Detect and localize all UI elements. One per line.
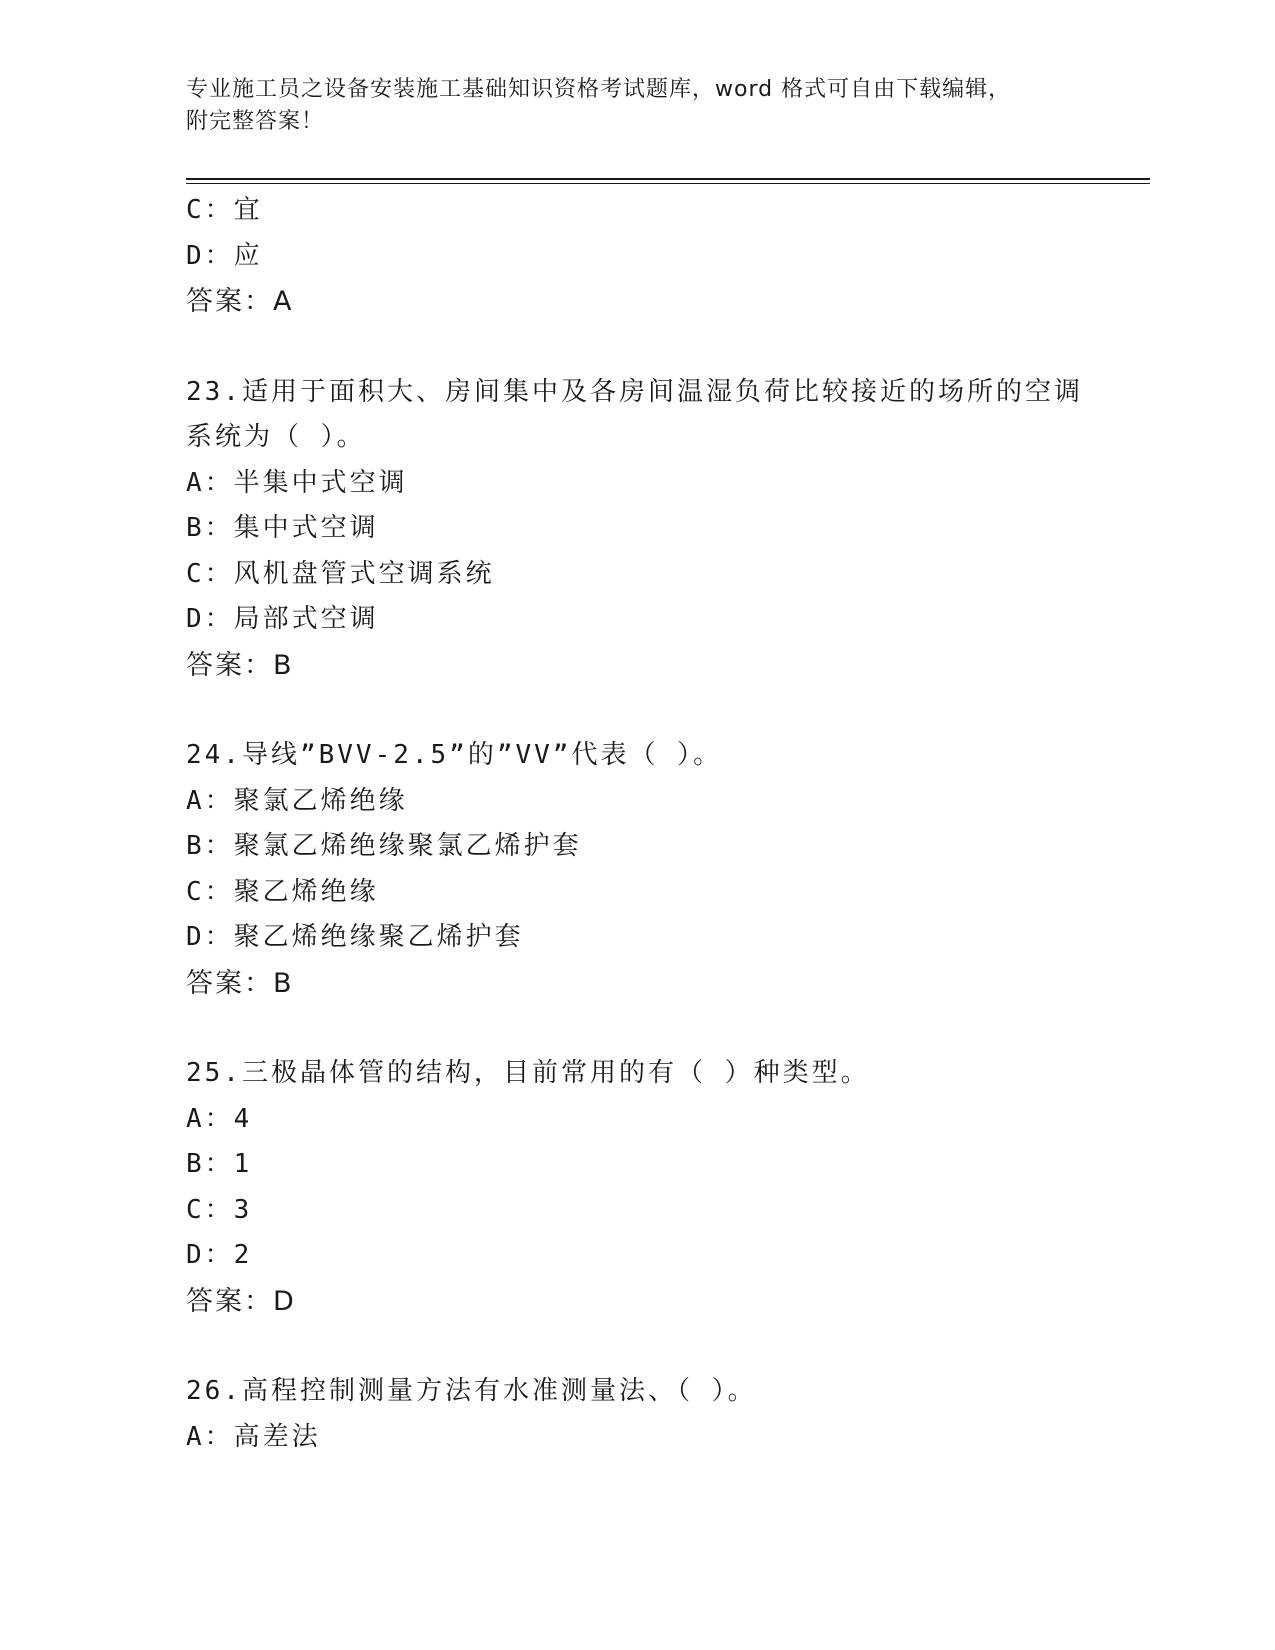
question-23 — [186, 370, 1146, 689]
option-c: C：宜 — [186, 195, 263, 225]
question-title: 25.三极晶体管的结构，目前常用的有（ ）种类型。 — [186, 1058, 870, 1088]
question-26 — [186, 1369, 1146, 1460]
option-a: A：半集中式空调 — [186, 467, 408, 498]
option-b: B：1 — [186, 1149, 253, 1179]
question-title: 26.高程控制测量方法有水准测量法、（ ）。 — [186, 1376, 757, 1406]
answer-line: 答案：B — [186, 967, 294, 999]
option-d: D：2 — [186, 1240, 253, 1270]
answer-line: 答案：A — [186, 286, 294, 317]
question-25 — [186, 1051, 1146, 1324]
header-line-1: 专业施工员之设备安装施工基础知识资格考试题库，word 格式可自由下载编辑， — [186, 77, 1012, 102]
option-d: D：局部式空调 — [186, 604, 379, 634]
question-title-line-1: 23.适用于面积大、房间集中及各房间温湿负荷比较接近的场所的空调 — [186, 376, 1083, 407]
question-title-line-2: 系统为（ ）。 — [186, 422, 366, 452]
question-title: 24.导线”BVV-2.5”的”VV”代表（ ）。 — [186, 740, 723, 770]
question-24 — [186, 733, 1146, 1006]
option-c: C：3 — [186, 1194, 253, 1225]
option-c: C：聚乙烯绝缘 — [186, 876, 379, 907]
option-b: B：集中式空调 — [186, 513, 379, 543]
option-d: D：聚乙烯绝缘聚乙烯护套 — [186, 922, 524, 952]
header-line-2: 附完整答案！ — [186, 109, 325, 134]
answer-line: 答案：D — [186, 1285, 296, 1317]
answer-line: 答案：B — [186, 649, 294, 681]
option-a: A：4 — [186, 1103, 253, 1134]
header-divider — [186, 178, 1150, 184]
question-list — [186, 188, 1146, 1460]
option-a: A：高差法 — [186, 1421, 321, 1452]
question-22-tail — [186, 188, 1146, 325]
option-d: D：应 — [186, 240, 263, 271]
option-c: C：风机盘管式空调系统 — [186, 558, 495, 589]
option-b: B：聚氯乙烯绝缘聚氯乙烯护套 — [186, 831, 582, 861]
option-a: A：聚氯乙烯绝缘 — [186, 785, 408, 816]
document-header — [186, 74, 1066, 138]
